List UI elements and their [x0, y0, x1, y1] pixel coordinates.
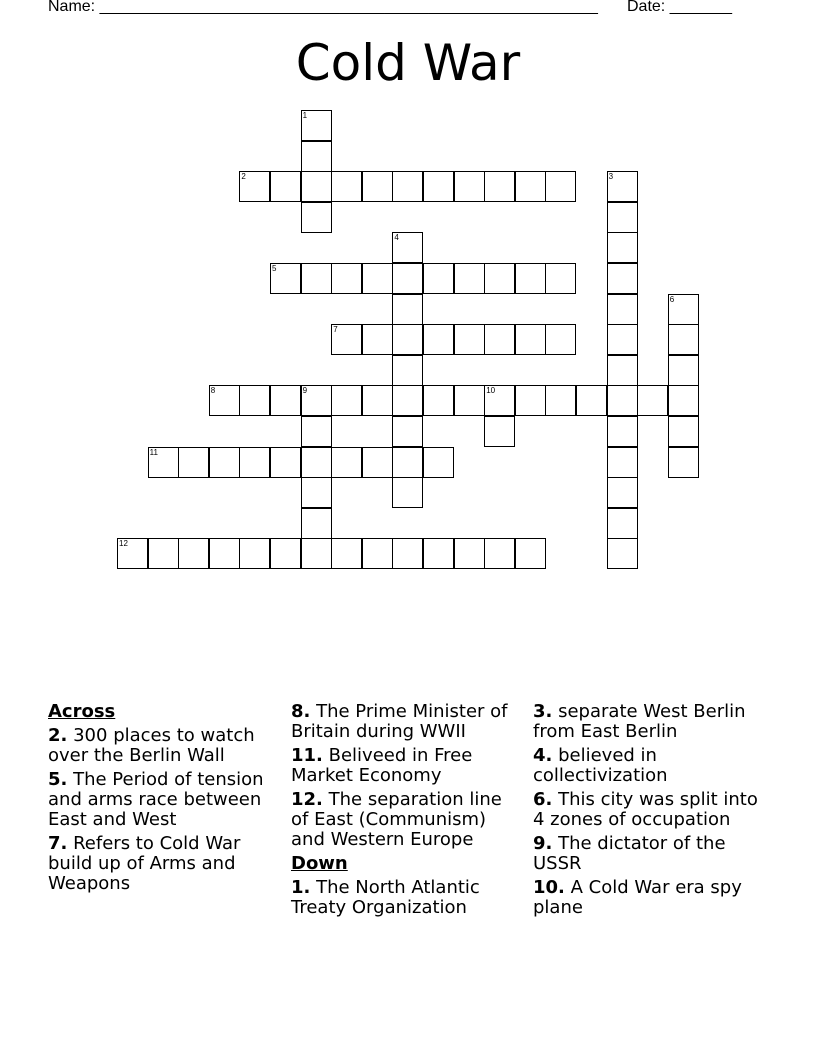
crossword-cell[interactable] [178, 538, 209, 569]
crossword-cell[interactable] [362, 263, 393, 294]
crossword-cell[interactable] [423, 263, 454, 294]
crossword-cell[interactable] [484, 385, 515, 416]
down-heading: Down [291, 853, 348, 874]
clue-across-7: 7. Refers to Cold War build up of Arms and Weapons [48, 833, 241, 894]
crossword-cell[interactable] [484, 171, 515, 202]
clue-down-4: 4. believed in collectivization [533, 745, 668, 786]
crossword-cell[interactable] [117, 538, 148, 569]
crossword-cell[interactable] [668, 294, 699, 325]
crossword-cell[interactable] [270, 538, 301, 569]
crossword-cell[interactable] [392, 324, 423, 355]
cell-number: 2 [241, 172, 246, 182]
crossword-cell[interactable] [270, 263, 301, 294]
crossword-cell[interactable] [607, 355, 638, 386]
crossword-cell[interactable] [331, 171, 362, 202]
crossword-cell[interactable] [362, 324, 393, 355]
crossword-cell[interactable] [148, 447, 179, 478]
crossword-cell[interactable] [668, 324, 699, 355]
date-field-label: Date: _______ [627, 0, 732, 15]
crossword-cell[interactable] [148, 538, 179, 569]
cell-number: 5 [272, 264, 277, 273]
clues-column-3 [533, 702, 763, 922]
clues-column-1 [48, 702, 278, 898]
crossword-cell[interactable] [668, 416, 699, 447]
crossword-cell[interactable] [607, 447, 638, 478]
crossword-cell[interactable] [668, 447, 699, 478]
crossword-cell[interactable] [301, 202, 332, 233]
crossword-cell[interactable] [392, 477, 423, 508]
cell-number: 4 [394, 233, 399, 243]
crossword-cell[interactable] [331, 447, 362, 478]
crossword-cell[interactable] [301, 385, 332, 416]
crossword-cell[interactable] [637, 385, 668, 416]
crossword-cell[interactable] [301, 538, 332, 569]
crossword-cell[interactable] [239, 447, 270, 478]
cell-number: 10 [486, 386, 496, 396]
crossword-cell[interactable] [301, 141, 332, 172]
crossword-cell[interactable] [423, 171, 454, 202]
crossword-cell[interactable] [392, 171, 423, 202]
crossword-cell[interactable] [545, 171, 576, 202]
crossword-cell[interactable] [331, 263, 362, 294]
crossword-cell[interactable] [423, 538, 454, 569]
crossword-cell[interactable] [607, 171, 638, 202]
name-field-label: Name: ________________________________________________________ [48, 0, 598, 15]
cell-number: 1 [302, 111, 308, 120]
crossword-cell[interactable] [392, 263, 423, 294]
crossword-cell[interactable] [515, 538, 546, 569]
crossword-cell[interactable] [607, 294, 638, 325]
crossword-cell[interactable] [668, 355, 699, 386]
crossword-cell[interactable] [392, 355, 423, 386]
crossword-cell[interactable] [392, 447, 423, 478]
crossword-cell[interactable] [607, 324, 638, 355]
crossword-cell[interactable] [392, 385, 423, 416]
crossword-cell[interactable] [209, 538, 240, 569]
crossword-cell[interactable] [607, 508, 638, 539]
crossword-cell[interactable] [454, 385, 485, 416]
crossword-cell[interactable] [209, 447, 240, 478]
crossword-cell[interactable] [454, 538, 485, 569]
clue-across-12: 12. The separation line of East (Communism) and Western Europe [291, 789, 502, 850]
crossword-cell[interactable] [607, 477, 638, 508]
crossword-cell[interactable] [607, 385, 638, 416]
crossword-cell[interactable] [392, 538, 423, 569]
crossword-cell[interactable] [607, 263, 638, 294]
crossword-cell[interactable] [392, 294, 423, 325]
crossword-cell[interactable] [576, 385, 607, 416]
cell-number: 3 [608, 172, 614, 182]
cell-number: 12 [119, 539, 128, 549]
crossword-cell[interactable] [239, 171, 270, 202]
crossword-cell[interactable] [454, 171, 485, 202]
crossword-cell[interactable] [301, 477, 332, 508]
clues-column-2 [291, 702, 521, 922]
crossword-cell[interactable] [239, 538, 270, 569]
crossword-cell[interactable] [301, 447, 332, 478]
crossword-cell[interactable] [423, 447, 454, 478]
clue-across-2: 2. 300 places to watch over the Berlin Wall [48, 725, 255, 766]
crossword-cell[interactable] [484, 263, 515, 294]
crossword-cell[interactable] [515, 385, 546, 416]
crossword-cell[interactable] [331, 385, 362, 416]
crossword-cell[interactable] [607, 416, 638, 447]
crossword-cell[interactable] [301, 416, 332, 447]
page-title: Cold War [295, 34, 521, 92]
cell-number: 6 [669, 294, 675, 304]
crossword-cell[interactable] [484, 324, 515, 355]
crossword-cell[interactable] [209, 385, 240, 416]
crossword-cell[interactable] [362, 385, 393, 416]
crossword-cell[interactable] [545, 263, 576, 294]
crossword-cell[interactable] [392, 232, 423, 263]
crossword-cell[interactable] [270, 447, 301, 478]
crossword-cell[interactable] [515, 171, 546, 202]
crossword-cell[interactable] [301, 171, 332, 202]
clue-across-8: 8. The Prime Minister of Britain during WWII [291, 701, 508, 742]
crossword-cell[interactable] [362, 171, 393, 202]
crossword-cell[interactable] [607, 232, 638, 263]
clue-down-9: 9. The dictator of the USSR [533, 833, 726, 874]
crossword-cell[interactable] [362, 538, 393, 569]
crossword-cell[interactable] [301, 508, 332, 539]
crossword-cell[interactable] [515, 263, 546, 294]
crossword-cell[interactable] [331, 538, 362, 569]
crossword-cell[interactable] [607, 202, 638, 233]
clue-across-11: 11. Beliveed in Free Market Economy [291, 745, 473, 786]
crossword-cell[interactable] [362, 447, 393, 478]
cell-number: 8 [210, 386, 216, 396]
crossword-cell[interactable] [239, 385, 270, 416]
crossword-cell[interactable] [545, 385, 576, 416]
crossword-cell[interactable] [301, 110, 332, 141]
crossword-cell[interactable] [178, 447, 209, 478]
crossword-cell[interactable] [301, 263, 332, 294]
cell-number: 7 [333, 325, 338, 335]
crossword-cell[interactable] [484, 538, 515, 569]
across-heading: Across [48, 701, 116, 722]
crossword-cell[interactable] [331, 324, 362, 355]
crossword-cell[interactable] [545, 324, 576, 355]
cell-number: 11 [149, 447, 158, 457]
crossword-cell[interactable] [607, 538, 638, 569]
crossword-cell[interactable] [515, 324, 546, 355]
crossword-cell[interactable] [454, 263, 485, 294]
clue-down-6: 6. This city was split into 4 zones of occupation [533, 789, 758, 830]
crossword-cell[interactable] [668, 385, 699, 416]
crossword-cell[interactable] [270, 385, 301, 416]
clue-across-5: 5. The Period of tension and arms race between East and West [48, 769, 264, 830]
clue-down-3: 3. separate West Berlin from East Berlin [533, 701, 746, 742]
crossword-cell[interactable] [270, 171, 301, 202]
crossword-cell[interactable] [423, 324, 454, 355]
clue-down-1: 1. The North Atlantic Treaty Organization [291, 877, 480, 918]
crossword-cell[interactable] [484, 416, 515, 447]
cell-number: 9 [302, 386, 308, 396]
crossword-cell[interactable] [392, 416, 423, 447]
crossword-cell[interactable] [454, 324, 485, 355]
crossword-cell[interactable] [423, 385, 454, 416]
clue-down-10: 10. A Cold War era spy plane [533, 877, 742, 918]
